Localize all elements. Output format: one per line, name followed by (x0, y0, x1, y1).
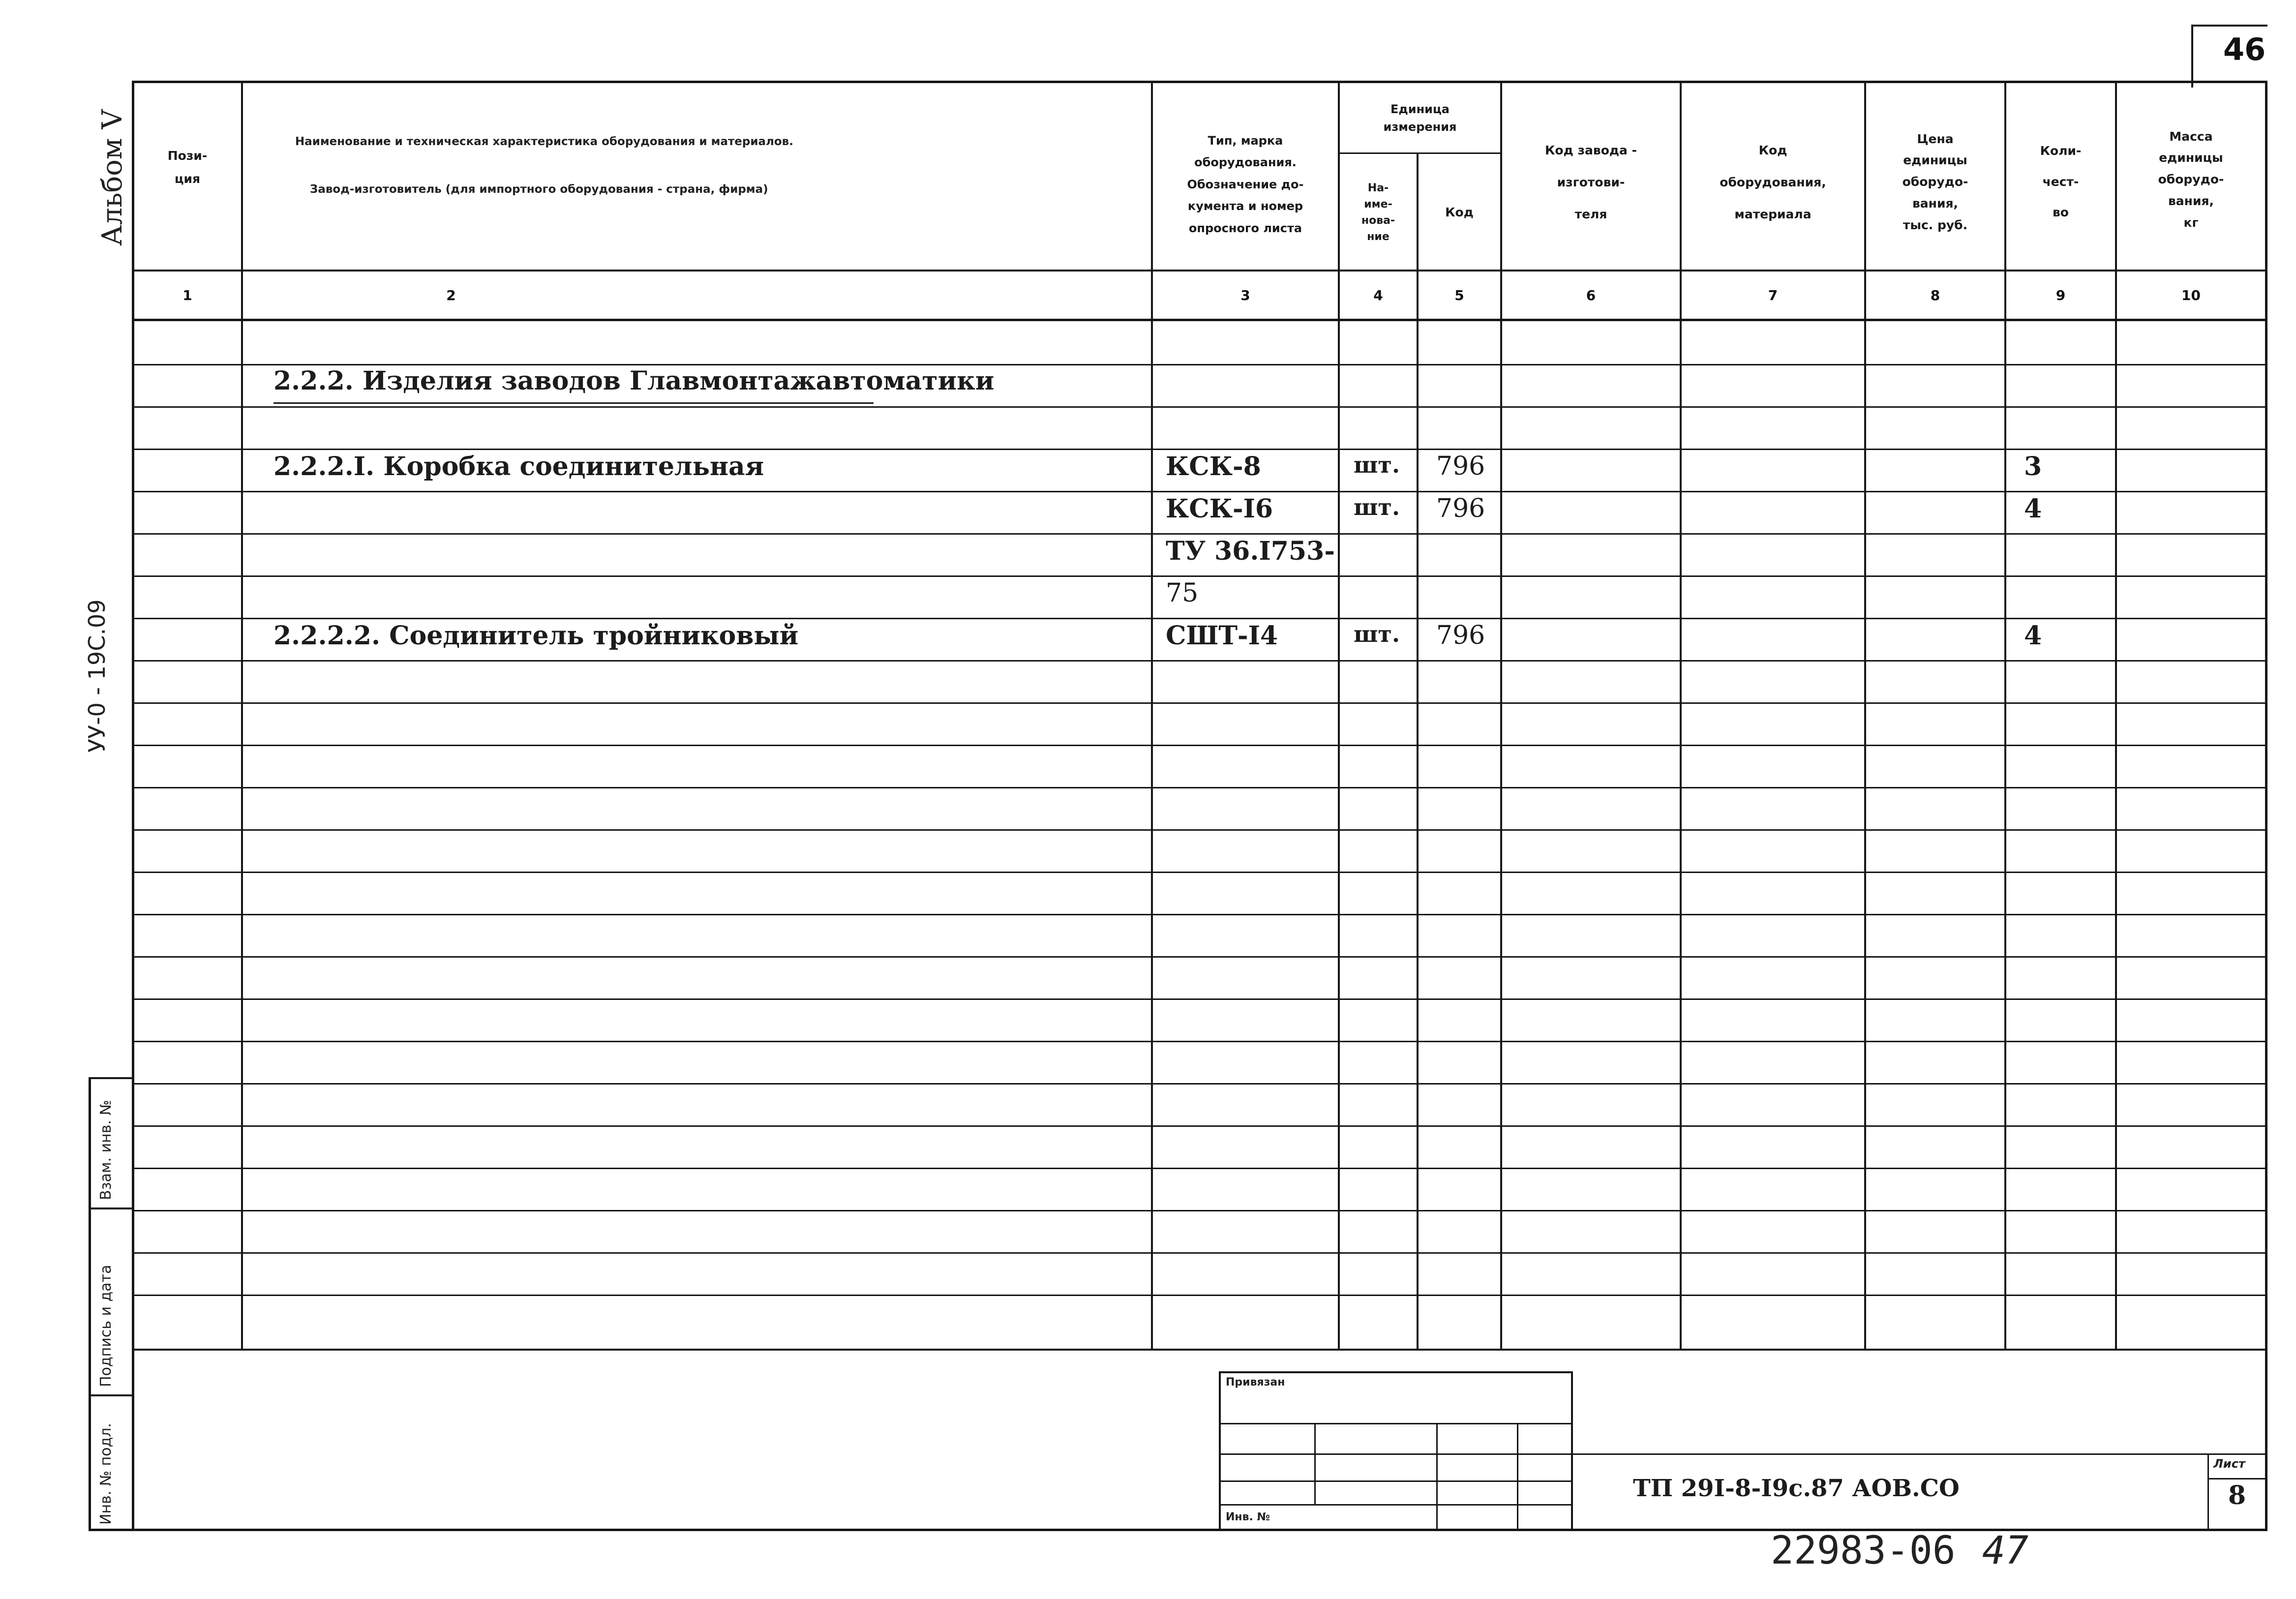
col-number-5: 5 (1454, 287, 1464, 303)
header-name-line1: Наименование и техническая характеристика оборудования и материалов. (295, 135, 793, 148)
row-5-name: 2.2.2.2. Соединитель тройниковый (273, 621, 799, 651)
stamp-privyazan: Привязан (1226, 1376, 1285, 1388)
row-2-type: КСК-I6 (1166, 494, 1273, 524)
bottom-page: 47 (1982, 1529, 2028, 1573)
row-1-type: КСК-8 (1166, 452, 1261, 482)
header-mass: Масса единицы оборудо- вания, кг (2158, 129, 2224, 230)
header-name-line2: Завод-изготовитель (для импортного оборудования - страна, фирма) (310, 183, 768, 196)
row-1-qty: 3 (2024, 452, 2042, 482)
row-2-code: 796 (1436, 494, 1485, 523)
header-quantity: Коли- чест- во (2040, 144, 2082, 220)
col-number-1: 1 (182, 287, 192, 303)
col-number-7: 7 (1768, 287, 1778, 303)
col-number-4: 4 (1373, 287, 1383, 303)
col-number-10: 10 (2181, 287, 2201, 303)
header-price: Цена единицы оборудо- вания, тыс. руб. (1902, 131, 1968, 232)
row-5-type: СШТ-I4 (1166, 621, 1278, 651)
row-section-heading: 2.2.2. Изделия заводов Главмонтажавтоматики (273, 366, 995, 396)
row-5-code: 796 (1436, 621, 1485, 650)
bottom-number: 22983-06 (1771, 1529, 1956, 1573)
row-5-qty: 4 (2024, 621, 2042, 651)
page-number: 46 (2223, 31, 2266, 67)
stamp-designation: ТП 29I-8-I9с.87 АОВ.СО (1633, 1475, 1960, 1502)
header-unit-code: Код (1445, 205, 1474, 220)
row-5-unit: шт. (1354, 621, 1400, 647)
margin-replace-inv: Взам. инв. № (97, 1100, 115, 1200)
col-number-9: 9 (2055, 287, 2066, 303)
col-number-8: 8 (1930, 287, 1940, 303)
row-1-name: 2.2.2.I. Коробка соединительная (273, 452, 764, 482)
row-1-code: 796 (1436, 452, 1485, 481)
margin-signature-date: Подпись и дата (97, 1265, 115, 1387)
album-label: Альбом V (96, 109, 128, 246)
header-type: Тип, марка оборудования. Обозначение до- кумента и номер опросного листа (1187, 134, 1304, 235)
col-number-3: 3 (1240, 287, 1250, 303)
stamp-sheet-number: 8 (2228, 1480, 2246, 1510)
row-2-qty: 4 (2024, 494, 2042, 524)
row-2-unit: шт. (1354, 494, 1400, 520)
row-4-type: 75 (1166, 578, 1199, 608)
stamp-sheet-label: Лист (2213, 1457, 2245, 1471)
header-maker-code: Код завода - изготови- теля (1544, 143, 1637, 221)
margin-inv-original: Инв. № подл. (97, 1423, 115, 1525)
row-1-unit: шт. (1354, 452, 1400, 478)
side-code: УУ-0 - 19С.09 (84, 599, 110, 753)
header-unit-name: На- име- нова- ние (1361, 182, 1395, 243)
row-3-type: ТУ 36.I753- (1166, 536, 1335, 566)
header-position: Пози- ция (167, 148, 208, 186)
header-unit: Единица измерения (1383, 102, 1457, 134)
col-number-6: 6 (1586, 287, 1596, 303)
col-number-2: 2 (446, 287, 456, 303)
stamp-inv-no: Инв. № (1226, 1511, 1270, 1523)
header-equipment-code: Код оборудования, материала (1720, 143, 1826, 221)
